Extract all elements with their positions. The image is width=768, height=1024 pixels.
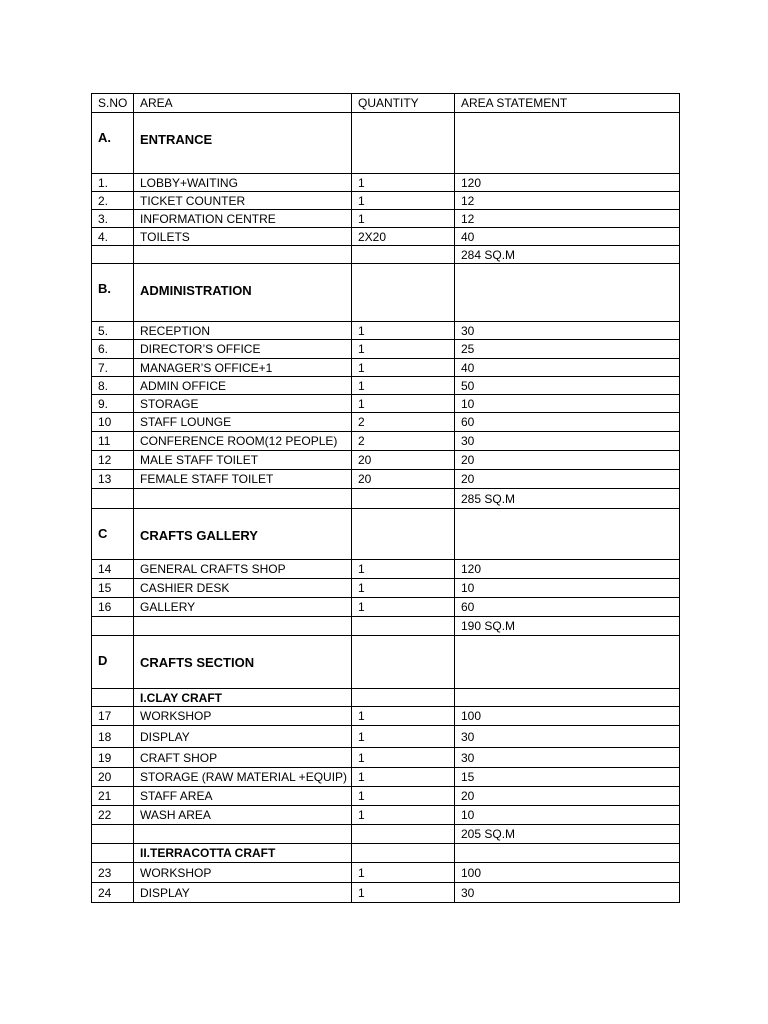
area-cell: MALE STAFF TOILET [134,451,352,470]
area-statement-cell: 10 [455,579,680,598]
sno-cell: 10 [92,413,134,432]
quantity-cell: 1 [352,768,455,787]
area-statement-cell [455,509,680,560]
quantity-cell: 1 [352,322,455,340]
table-row [92,451,680,470]
table-row [92,174,680,192]
quantity-cell [352,509,455,560]
area-cell: WORKSHOP [134,863,352,883]
area-cell: DIRECTOR’S OFFICE [134,340,352,359]
quantity-cell: 1 [352,748,455,768]
quantity-cell: 1 [352,359,455,377]
table-row [92,707,680,726]
quantity-cell: 1 [352,787,455,806]
sno-cell: 2. [92,192,134,210]
sno-cell: D [92,636,134,689]
area-cell: II.TERRACOTTA CRAFT [134,844,352,863]
area-cell: I.CLAY CRAFT [134,689,352,707]
area-cell: INFORMATION CENTRE [134,210,352,228]
area-statement-cell [455,636,680,689]
quantity-cell: 1 [352,579,455,598]
area-statement-cell: 15 [455,768,680,787]
area-statement-cell: 10 [455,395,680,413]
area-statement-cell: 205 SQ.M [455,825,680,844]
table-row [92,228,680,246]
area-statement-cell [455,264,680,322]
quantity-cell: 1 [352,726,455,748]
quantity-cell [352,113,455,174]
quantity-cell [352,246,455,264]
sno-cell: 14 [92,560,134,579]
subsection-row [92,844,680,863]
quantity-cell: 1 [352,340,455,359]
subtotal-row [92,246,680,264]
quantity-cell [352,636,455,689]
area-cell [134,246,352,264]
area-cell: TICKET COUNTER [134,192,352,210]
quantity-cell: 1 [352,863,455,883]
quantity-cell: 1 [352,598,455,617]
table-row [92,413,680,432]
header-area: AREA [134,94,352,113]
quantity-cell: 2X20 [352,228,455,246]
sno-cell: 20 [92,768,134,787]
area-statement-cell: 40 [455,359,680,377]
sno-cell: 18 [92,726,134,748]
section-row [92,509,680,560]
table-row [92,322,680,340]
sno-cell: 11 [92,432,134,451]
area-statement-cell: 40 [455,228,680,246]
section-row [92,636,680,689]
area-cell: GENERAL CRAFTS SHOP [134,560,352,579]
table-row [92,883,680,903]
area-statement-cell: 20 [455,451,680,470]
area-cell: ADMIN OFFICE [134,377,352,395]
quantity-cell: 1 [352,707,455,726]
subtotal-row [92,489,680,509]
header-row [92,94,680,113]
table-row [92,768,680,787]
sno-cell: 8. [92,377,134,395]
area-cell: ADMINISTRATION [134,264,352,322]
area-cell [134,489,352,509]
subtotal-row [92,617,680,636]
area-cell: ENTRANCE [134,113,352,174]
area-statement-cell: 30 [455,748,680,768]
section-row [92,264,680,322]
area-cell: STAFF LOUNGE [134,413,352,432]
quantity-cell: 1 [352,210,455,228]
area-statement-cell: 30 [455,883,680,903]
quantity-cell [352,264,455,322]
sno-cell: C [92,509,134,560]
sno-cell [92,689,134,707]
table-row [92,726,680,748]
area-statement-cell: 50 [455,377,680,395]
area-cell: STORAGE [134,395,352,413]
area-cell: CONFERENCE ROOM(12 PEOPLE) [134,432,352,451]
quantity-cell: 1 [352,174,455,192]
sno-cell [92,617,134,636]
sno-cell: 5. [92,322,134,340]
area-statement-cell: 25 [455,340,680,359]
area-statement-cell: 30 [455,726,680,748]
area-statement-cell [455,844,680,863]
quantity-cell [352,825,455,844]
sno-cell: 4. [92,228,134,246]
area-statement-cell: 60 [455,598,680,617]
sno-cell: 23 [92,863,134,883]
sno-cell: 17 [92,707,134,726]
area-cell: FEMALE STAFF TOILET [134,470,352,489]
section-row [92,113,680,174]
sno-cell [92,489,134,509]
area-cell: MANAGER’S OFFICE+1 [134,359,352,377]
quantity-cell [352,689,455,707]
sno-cell [92,246,134,264]
quantity-cell: 1 [352,377,455,395]
area-statement-cell: 100 [455,707,680,726]
sno-cell: 16 [92,598,134,617]
quantity-cell: 2 [352,432,455,451]
sno-cell: 19 [92,748,134,768]
sno-cell: 9. [92,395,134,413]
sno-cell: 7. [92,359,134,377]
area-cell [134,617,352,636]
sno-cell: 6. [92,340,134,359]
quantity-cell: 1 [352,192,455,210]
table-row [92,340,680,359]
table-row [92,598,680,617]
header-area-statement: AREA STATEMENT [455,94,680,113]
table-row [92,560,680,579]
header-sno: S.NO [92,94,134,113]
area-statement-cell: 120 [455,174,680,192]
area-cell: DISPLAY [134,726,352,748]
area-statement-cell: 60 [455,413,680,432]
area-cell: CASHIER DESK [134,579,352,598]
table-row [92,863,680,883]
quantity-cell [352,844,455,863]
table-row [92,210,680,228]
area-statement-cell: 284 SQ.M [455,246,680,264]
area-statement-cell: 12 [455,210,680,228]
area-statement-table [91,93,680,903]
area-statement-cell: 100 [455,863,680,883]
table-row [92,787,680,806]
sno-cell: 21 [92,787,134,806]
area-statement-cell: 30 [455,432,680,451]
area-cell: WASH AREA [134,806,352,825]
area-statement-cell: 10 [455,806,680,825]
quantity-cell: 1 [352,395,455,413]
header-quantity: QUANTITY [352,94,455,113]
area-statement-cell: 12 [455,192,680,210]
sno-cell: 24 [92,883,134,903]
sno-cell: 15 [92,579,134,598]
area-cell: WORKSHOP [134,707,352,726]
table-row [92,359,680,377]
table-row [92,432,680,451]
area-statement-cell: 30 [455,322,680,340]
area-cell [134,825,352,844]
quantity-cell [352,617,455,636]
area-cell: RECEPTION [134,322,352,340]
table-row [92,748,680,768]
table-row [92,192,680,210]
area-cell: STORAGE (RAW MATERIAL +EQUIP) [134,768,352,787]
area-cell: TOILETS [134,228,352,246]
sno-cell [92,825,134,844]
area-statement-cell: 20 [455,787,680,806]
area-cell: GALLERY [134,598,352,617]
sno-cell [92,844,134,863]
table-body [92,113,680,903]
sno-cell: 13 [92,470,134,489]
area-statement-cell: 190 SQ.M [455,617,680,636]
area-statement-cell: 285 SQ.M [455,489,680,509]
quantity-cell [352,489,455,509]
table-row [92,579,680,598]
sno-cell: 12 [92,451,134,470]
table-row [92,806,680,825]
area-statement-cell [455,113,680,174]
area-cell: LOBBY+WAITING [134,174,352,192]
quantity-cell: 2 [352,413,455,432]
subsection-row [92,689,680,707]
sno-cell: 22 [92,806,134,825]
table-row [92,377,680,395]
table-row [92,470,680,489]
area-statement-cell [455,689,680,707]
quantity-cell: 1 [352,560,455,579]
area-cell: CRAFTS SECTION [134,636,352,689]
area-statement-cell: 120 [455,560,680,579]
area-cell: DISPLAY [134,883,352,903]
area-statement-cell: 20 [455,470,680,489]
area-cell: CRAFT SHOP [134,748,352,768]
quantity-cell: 20 [352,451,455,470]
sno-cell: 3. [92,210,134,228]
quantity-cell: 20 [352,470,455,489]
table-row [92,395,680,413]
area-cell: CRAFTS GALLERY [134,509,352,560]
sno-cell: 1. [92,174,134,192]
quantity-cell: 1 [352,806,455,825]
sno-cell: B. [92,264,134,322]
quantity-cell: 1 [352,883,455,903]
sno-cell: A. [92,113,134,174]
subtotal-row [92,825,680,844]
area-cell: STAFF AREA [134,787,352,806]
